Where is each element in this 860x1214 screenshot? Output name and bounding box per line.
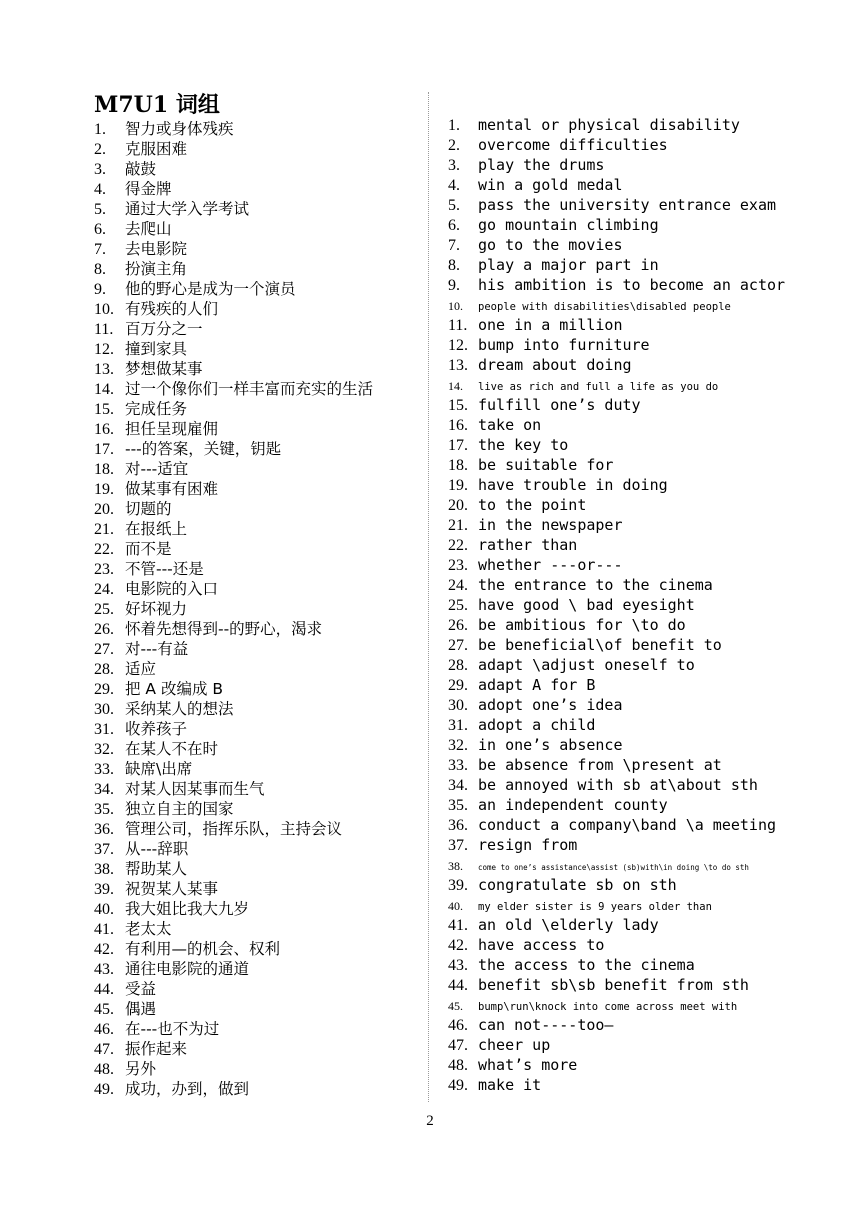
- chinese-phrase-item: [94, 919, 424, 939]
- english-phrase-item: [448, 455, 788, 475]
- item-number: 31.: [448, 717, 468, 734]
- item-number: 4.: [94, 181, 106, 198]
- chinese-phrase-item: [94, 719, 424, 739]
- english-phrase-item: [448, 955, 788, 975]
- english-phrase-item: [448, 755, 788, 775]
- item-number: 15.: [448, 397, 468, 414]
- chinese-phrase-item: [94, 899, 424, 919]
- item-text: 扮演主角: [125, 260, 188, 278]
- chinese-phrase-item: [94, 559, 424, 579]
- item-number: 40.: [94, 901, 114, 918]
- item-text: 做某事有困难: [125, 480, 219, 498]
- item-text: overcome difficulties: [478, 136, 668, 154]
- item-number: 22.: [94, 541, 114, 558]
- item-text: 适应: [125, 660, 157, 678]
- item-number: 33.: [448, 757, 468, 774]
- item-text: conduct a company\band \a meeting: [478, 816, 777, 834]
- item-number: 32.: [94, 741, 114, 758]
- chinese-phrase-item: [94, 219, 424, 239]
- item-text: 通过大学入学考试: [125, 200, 250, 218]
- item-number: 45.: [448, 999, 463, 1013]
- item-number: 28.: [94, 661, 114, 678]
- english-phrase-item: [448, 355, 788, 375]
- item-text: 过一个像你们一样丰富而充实的生活: [125, 380, 374, 398]
- page-title: M7U1 词组: [94, 92, 220, 118]
- item-text: bump into furniture: [478, 336, 650, 354]
- item-text: have good \ bad eyesight: [478, 596, 695, 614]
- chinese-phrase-item: [94, 179, 424, 199]
- item-text: 电影院的入口: [125, 580, 219, 598]
- item-number: 1.: [94, 121, 106, 138]
- item-number: 6.: [448, 217, 460, 234]
- item-text: be absence from \present at: [478, 756, 722, 774]
- item-text: his ambition is to become an actor: [478, 276, 786, 294]
- item-number: 27.: [448, 637, 468, 654]
- item-text: whether ---or---: [478, 556, 623, 574]
- chinese-phrase-item: [94, 959, 424, 979]
- item-text: 对某人因某事而生气: [125, 780, 265, 798]
- item-number: 41.: [448, 917, 468, 934]
- item-text: 独立自主的国家: [125, 800, 234, 818]
- chinese-phrase-item: [94, 239, 424, 259]
- english-phrase-item: [448, 655, 788, 675]
- item-text: 梦想做某事: [125, 360, 203, 378]
- item-number: 23.: [448, 557, 468, 574]
- item-text: resign from: [478, 836, 578, 854]
- item-text: benefit sb\sb benefit from sth: [478, 976, 749, 994]
- chinese-phrase-item: [94, 479, 424, 499]
- chinese-phrase-item: [94, 659, 424, 679]
- item-text: make it: [478, 1076, 542, 1094]
- english-phrase-item: [448, 1075, 788, 1095]
- item-text: the key to: [478, 436, 569, 454]
- item-text: adapt \adjust oneself to: [478, 656, 695, 674]
- item-text: go mountain climbing: [478, 216, 659, 234]
- item-text: have access to: [478, 936, 605, 954]
- item-text: adapt A for B: [478, 676, 596, 694]
- item-number: 41.: [94, 921, 114, 938]
- english-phrase-item: [448, 495, 788, 515]
- item-text: 他的野心是成为一个演员: [125, 280, 296, 298]
- chinese-phrase-item: [94, 539, 424, 559]
- item-text: come to one’s assistance\assist (sb)with\in doing \to do sth: [478, 863, 749, 872]
- item-number: 35.: [448, 797, 468, 814]
- item-number: 37.: [448, 837, 468, 854]
- item-number: 42.: [94, 941, 114, 958]
- english-phrase-item: [448, 275, 788, 295]
- item-number: 5.: [94, 201, 106, 218]
- item-text: fulfill one’s duty: [478, 396, 641, 414]
- english-phrase-item: [448, 835, 788, 855]
- english-phrase-item: [448, 595, 788, 615]
- item-number: 47.: [94, 1041, 114, 1058]
- item-number: 7.: [94, 241, 106, 258]
- item-number: 8.: [448, 257, 460, 274]
- item-number: 18.: [448, 457, 468, 474]
- item-text: 有利用—的机会、权利: [125, 940, 281, 958]
- chinese-phrase-item: [94, 1039, 424, 1059]
- item-text: live as rich and full a life as you do: [478, 381, 719, 393]
- chinese-phrase-item: [94, 119, 424, 139]
- item-text: be suitable for: [478, 456, 614, 474]
- item-text: have trouble in doing: [478, 476, 668, 494]
- item-text: 祝贺某人某事: [125, 880, 219, 898]
- chinese-phrase-item: [94, 379, 424, 399]
- item-text: 克服困难: [125, 140, 188, 158]
- item-number: 42.: [448, 937, 468, 954]
- english-phrase-item: [448, 435, 788, 455]
- item-number: 9.: [94, 281, 106, 298]
- chinese-phrase-item: [94, 859, 424, 879]
- item-text: adopt one’s idea: [478, 696, 623, 714]
- item-number: 48.: [94, 1061, 114, 1078]
- item-text: play the drums: [478, 156, 605, 174]
- item-text: 对---有益: [125, 640, 189, 658]
- item-number: 11.: [448, 317, 468, 334]
- item-text: 我大姐比我大九岁: [125, 900, 250, 918]
- item-number: 47.: [448, 1037, 468, 1054]
- english-phrase-item: [448, 555, 788, 575]
- english-phrase-item: [448, 775, 788, 795]
- item-number: 43.: [448, 957, 468, 974]
- item-text: 敲鼓: [125, 160, 157, 178]
- item-number: 8.: [94, 261, 106, 278]
- item-number: 43.: [94, 961, 114, 978]
- item-number: 21.: [448, 517, 468, 534]
- item-number: 5.: [448, 197, 460, 214]
- item-number: 4.: [448, 177, 460, 194]
- item-text: in the newspaper: [478, 516, 623, 534]
- item-text: win a gold medal: [478, 176, 623, 194]
- item-text: 从---辞职: [125, 840, 189, 858]
- item-number: 44.: [448, 977, 468, 994]
- english-phrase-item: [448, 475, 788, 495]
- item-text: 得金牌: [125, 180, 172, 198]
- item-text: dream about doing: [478, 356, 632, 374]
- item-text: 另外: [125, 1060, 157, 1078]
- english-phrase-item: [448, 395, 788, 415]
- item-text: an old \elderly lady: [478, 916, 659, 934]
- item-text: 收养孩子: [125, 720, 188, 738]
- english-phrase-item: [448, 995, 788, 1015]
- item-text: take on: [478, 416, 542, 434]
- item-text: 智力或身体残疾: [125, 120, 234, 138]
- item-text: 缺席\出席: [125, 760, 193, 778]
- item-text: mental or physical disability: [478, 116, 740, 134]
- chinese-phrase-item: [94, 739, 424, 759]
- item-number: 3.: [94, 161, 106, 178]
- column-divider: [428, 92, 429, 1102]
- item-text: 去电影院: [125, 240, 188, 258]
- item-text: 百万分之一: [125, 320, 203, 338]
- english-phrase-item: [448, 115, 788, 135]
- item-number: 37.: [94, 841, 114, 858]
- item-number: 19.: [448, 477, 468, 494]
- item-number: 36.: [94, 821, 114, 838]
- english-phrase-item: [448, 795, 788, 815]
- chinese-phrase-item: [94, 299, 424, 319]
- item-number: 13.: [448, 357, 468, 374]
- chinese-phrase-item: [94, 399, 424, 419]
- chinese-phrase-item: [94, 619, 424, 639]
- item-number: 16.: [448, 417, 468, 434]
- item-number: 38.: [448, 859, 463, 873]
- chinese-phrase-item: [94, 1019, 424, 1039]
- item-text: 而不是: [125, 540, 172, 558]
- item-text: 在某人不在时: [125, 740, 219, 758]
- item-number: 17.: [448, 437, 468, 454]
- item-text: rather than: [478, 536, 578, 554]
- item-number: 31.: [94, 721, 114, 738]
- item-number: 46.: [94, 1021, 114, 1038]
- english-phrase-item: [448, 375, 788, 395]
- item-number: 1.: [448, 117, 460, 134]
- item-text: congratulate sb on sth: [478, 876, 677, 894]
- english-phrase-item: [448, 415, 788, 435]
- english-phrase-item: [448, 1055, 788, 1075]
- item-number: 10.: [448, 299, 463, 313]
- item-number: 30.: [94, 701, 114, 718]
- english-phrase-item: [448, 875, 788, 895]
- item-text: be annoyed with sb at\about sth: [478, 776, 758, 794]
- item-number: 14.: [94, 381, 114, 398]
- chinese-phrase-item: [94, 879, 424, 899]
- item-number: 11.: [94, 321, 114, 338]
- item-number: 49.: [94, 1081, 114, 1098]
- english-phrase-item: [448, 255, 788, 275]
- item-text: people with disabilities\disabled people: [478, 301, 731, 313]
- item-number: 30.: [448, 697, 468, 714]
- chinese-phrase-item: [94, 319, 424, 339]
- item-number: 21.: [94, 521, 114, 538]
- item-text: 撞到家具: [125, 340, 188, 358]
- item-number: 24.: [94, 581, 114, 598]
- item-number: 14.: [448, 379, 463, 393]
- english-phrase-item: [448, 695, 788, 715]
- english-phrase-item: [448, 715, 788, 735]
- item-text: go to the movies: [478, 236, 623, 254]
- chinese-phrase-item: [94, 799, 424, 819]
- english-phrase-item: [448, 335, 788, 355]
- item-text: what’s more: [478, 1056, 578, 1074]
- item-number: 22.: [448, 537, 468, 554]
- item-text: 通往电影院的通道: [125, 960, 250, 978]
- item-text: 切题的: [125, 500, 172, 518]
- item-text: 怀着先想得到--的野心，渴求: [125, 620, 323, 638]
- item-text: be ambitious for \to do: [478, 616, 686, 634]
- item-text: 担任呈现雇佣: [125, 420, 219, 438]
- chinese-phrase-item: [94, 259, 424, 279]
- item-number: 49.: [448, 1077, 468, 1094]
- chinese-phrase-item: [94, 599, 424, 619]
- item-text: 采纳某人的想法: [125, 700, 234, 718]
- item-number: 25.: [94, 601, 114, 618]
- item-number: 45.: [94, 1001, 114, 1018]
- chinese-phrase-list: [94, 119, 424, 1099]
- item-number: 6.: [94, 221, 106, 238]
- item-text: 管理公司，指挥乐队，主持会议: [125, 820, 343, 838]
- item-number: 25.: [448, 597, 468, 614]
- item-number: 7.: [448, 237, 460, 254]
- item-number: 20.: [448, 497, 468, 514]
- chinese-phrase-item: [94, 359, 424, 379]
- chinese-phrase-item: [94, 579, 424, 599]
- item-number: 2.: [94, 141, 106, 158]
- item-number: 34.: [94, 781, 114, 798]
- chinese-phrase-item: [94, 759, 424, 779]
- item-text: cheer up: [478, 1036, 551, 1054]
- item-number: 40.: [448, 899, 463, 913]
- english-phrase-item: [448, 615, 788, 635]
- chinese-phrase-item: [94, 519, 424, 539]
- item-number: 26.: [94, 621, 114, 638]
- item-text: 帮助某人: [125, 860, 188, 878]
- item-number: 10.: [94, 301, 114, 318]
- item-number: 33.: [94, 761, 114, 778]
- english-phrase-item: [448, 975, 788, 995]
- chinese-phrase-item: [94, 779, 424, 799]
- chinese-phrase-item: [94, 639, 424, 659]
- english-phrase-item: [448, 135, 788, 155]
- chinese-phrase-item: [94, 279, 424, 299]
- chinese-phrase-item: [94, 419, 424, 439]
- item-text: 不管---还是: [125, 560, 204, 578]
- item-number: 3.: [448, 157, 460, 174]
- item-number: 9.: [448, 277, 460, 294]
- item-text: be beneficial\of benefit to: [478, 636, 722, 654]
- item-number: 36.: [448, 817, 468, 834]
- item-text: 振作起来: [125, 1040, 188, 1058]
- english-phrase-item: [448, 1015, 788, 1035]
- item-number: 12.: [448, 337, 468, 354]
- english-phrase-item: [448, 675, 788, 695]
- item-number: 46.: [448, 1017, 468, 1034]
- item-number: 48.: [448, 1057, 468, 1074]
- item-text: the entrance to the cinema: [478, 576, 713, 594]
- chinese-phrase-item: [94, 199, 424, 219]
- chinese-phrase-item: [94, 999, 424, 1019]
- item-text: 偶遇: [125, 1000, 157, 1018]
- english-phrase-list: [448, 115, 788, 1095]
- english-phrase-item: [448, 735, 788, 755]
- chinese-phrase-item: [94, 939, 424, 959]
- item-text: my elder sister is 9 years older than: [478, 901, 712, 913]
- chinese-phrase-item: [94, 459, 424, 479]
- item-number: 15.: [94, 401, 114, 418]
- english-phrase-item: [448, 515, 788, 535]
- item-text: 对---适宜: [125, 460, 189, 478]
- item-number: 26.: [448, 617, 468, 634]
- item-number: 12.: [94, 341, 114, 358]
- item-text: 老太太: [125, 920, 172, 938]
- english-phrase-item: [448, 535, 788, 555]
- item-text: 成功，办到，做到: [125, 1080, 250, 1098]
- item-text: to the point: [478, 496, 587, 514]
- chinese-phrase-item: [94, 439, 424, 459]
- item-text: 受益: [125, 980, 157, 998]
- chinese-phrase-item: [94, 159, 424, 179]
- chinese-phrase-item: [94, 699, 424, 719]
- item-number: 23.: [94, 561, 114, 578]
- item-text: the access to the cinema: [478, 956, 695, 974]
- item-number: 24.: [448, 577, 468, 594]
- item-number: 16.: [94, 421, 114, 438]
- item-text: bump\run\knock into come across meet with: [478, 1001, 738, 1013]
- item-text: pass the university entrance exam: [478, 196, 777, 214]
- chinese-phrase-item: [94, 839, 424, 859]
- item-text: an independent county: [478, 796, 668, 814]
- item-number: 20.: [94, 501, 114, 518]
- item-text: 去爬山: [125, 220, 172, 238]
- english-phrase-item: [448, 215, 788, 235]
- page-number: 2: [426, 1113, 434, 1129]
- item-text: one in a million: [478, 316, 623, 334]
- english-phrase-item: [448, 155, 788, 175]
- english-phrase-item: [448, 895, 788, 915]
- item-text: can not----too—: [478, 1016, 614, 1034]
- item-text: in one’s absence: [478, 736, 623, 754]
- item-text: 完成任务: [125, 400, 188, 418]
- chinese-phrase-item: [94, 1079, 424, 1099]
- english-phrase-item: [448, 195, 788, 215]
- item-number: 29.: [94, 681, 114, 698]
- english-phrase-item: [448, 855, 788, 875]
- item-number: 39.: [448, 877, 468, 894]
- english-phrase-item: [448, 295, 788, 315]
- english-phrase-item: [448, 315, 788, 335]
- item-number: 29.: [448, 677, 468, 694]
- english-phrase-item: [448, 635, 788, 655]
- item-number: 19.: [94, 481, 114, 498]
- item-number: 13.: [94, 361, 114, 378]
- item-text: 在---也不为过: [125, 1020, 220, 1038]
- item-number: 17.: [94, 441, 114, 458]
- english-phrase-item: [448, 915, 788, 935]
- english-phrase-item: [448, 815, 788, 835]
- english-phrase-item: [448, 1035, 788, 1055]
- item-number: 28.: [448, 657, 468, 674]
- item-number: 35.: [94, 801, 114, 818]
- item-text: 有残疾的人们: [125, 300, 219, 318]
- item-text: 把 A 改编成 B: [125, 680, 224, 698]
- english-phrase-item: [448, 935, 788, 955]
- english-phrase-item: [448, 175, 788, 195]
- item-number: 32.: [448, 737, 468, 754]
- item-number: 38.: [94, 861, 114, 878]
- item-text: adopt a child: [478, 716, 596, 734]
- item-number: 27.: [94, 641, 114, 658]
- item-text: ---的答案，关键，钥匙: [125, 440, 282, 458]
- chinese-phrase-item: [94, 1059, 424, 1079]
- chinese-phrase-item: [94, 499, 424, 519]
- item-number: 18.: [94, 461, 114, 478]
- chinese-phrase-item: [94, 139, 424, 159]
- item-number: 39.: [94, 881, 114, 898]
- english-phrase-item: [448, 235, 788, 255]
- item-number: 34.: [448, 777, 468, 794]
- chinese-phrase-item: [94, 339, 424, 359]
- chinese-phrase-item: [94, 679, 424, 699]
- chinese-phrase-item: [94, 979, 424, 999]
- english-phrase-item: [448, 575, 788, 595]
- item-text: 在报纸上: [125, 520, 188, 538]
- item-number: 2.: [448, 137, 460, 154]
- item-text: 好坏视力: [125, 600, 188, 618]
- chinese-phrase-item: [94, 819, 424, 839]
- item-text: play a major part in: [478, 256, 659, 274]
- item-number: 44.: [94, 981, 114, 998]
